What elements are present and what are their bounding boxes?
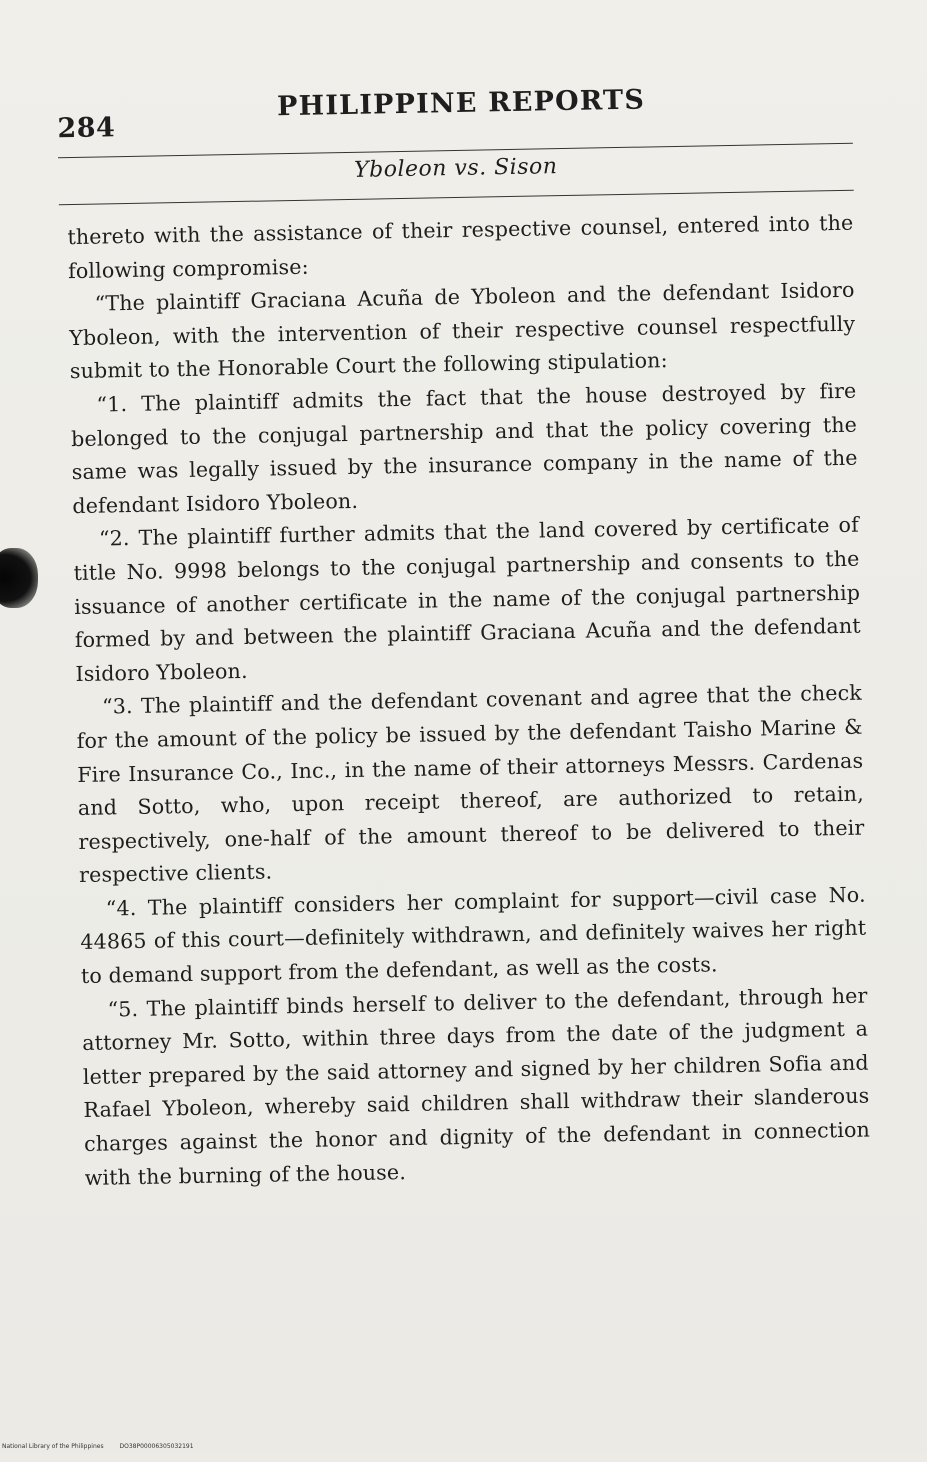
footer-code: DO38P00006305032191 (119, 1443, 194, 1450)
header-rule-bottom (59, 190, 854, 206)
scan-footer (2, 1443, 208, 1450)
case-title: Yboleon vs. Sison (353, 154, 558, 183)
paragraph-item-5: “5. The plaintiff binds herself to deliver to the defendant, through her attorney Mr. Sotto, within three days from the date of the judgment a letter prepared by the said attorney and signed by her children Sofia and Rafael Yboleon, whereby said children shall withdraw their slanderous charges against the honor and dignity of the defendant in connection with the burning of the house. (82, 983, 871, 1190)
footer-library: National Library of the Philippines (2, 1443, 104, 1450)
paragraph-item-3: “3. The plaintiff and the defendant covenant and agree that the check for the amount of the policy be issued by the defendant Taisho Marine & Fire Insurance Co., Inc., in the name of their attorneys Messrs. Cardenas and Sotto, who, upon receipt thereof, are authorized to retain, respectively, one-half of the amount thereof to be delivered to their respective clients. (76, 680, 865, 888)
running-head (57, 79, 853, 150)
paragraph-item-4: “4. The plaintiff considers her complaint for support—civil case No. 44865 of this court—definitely withdrawn, and definitely waives her right to demand support from the defendant, as well as the costs. (80, 882, 867, 989)
page-number: 284 (57, 112, 116, 145)
paragraph-item-2: “2. The plaintiff further admits that the land covered by certificate of title No. 9998 belongs to the conjugal partnership and consents to the issuance of another certificate in the name of the conjugal partnership formed by and between the plaintiff Graciana Acuña and the defendant Isidoro Yboleon. (73, 513, 861, 686)
paragraph-continuation: thereto with the assistance of their respective counsel, entered into the following compromise: (67, 210, 854, 283)
paragraph-stipulation-intro: “The plaintiff Graciana Acuña de Yboleon and the defendant Isidoro Yboleon, with the intervention of their respective counsel respectfully submit to the Honorable Court the following stipulation: (69, 277, 856, 384)
body-text (67, 207, 871, 1195)
paragraph-item-1: “1. The plaintiff admits the fact that the house destroyed by fire belonged to the conjugal partnership and that the policy covering the same was legally issued by the insurance company in the name of the defendant Isidoro Yboleon. (70, 378, 858, 518)
reporter-title: PHILIPPINE REPORTS (276, 84, 646, 123)
